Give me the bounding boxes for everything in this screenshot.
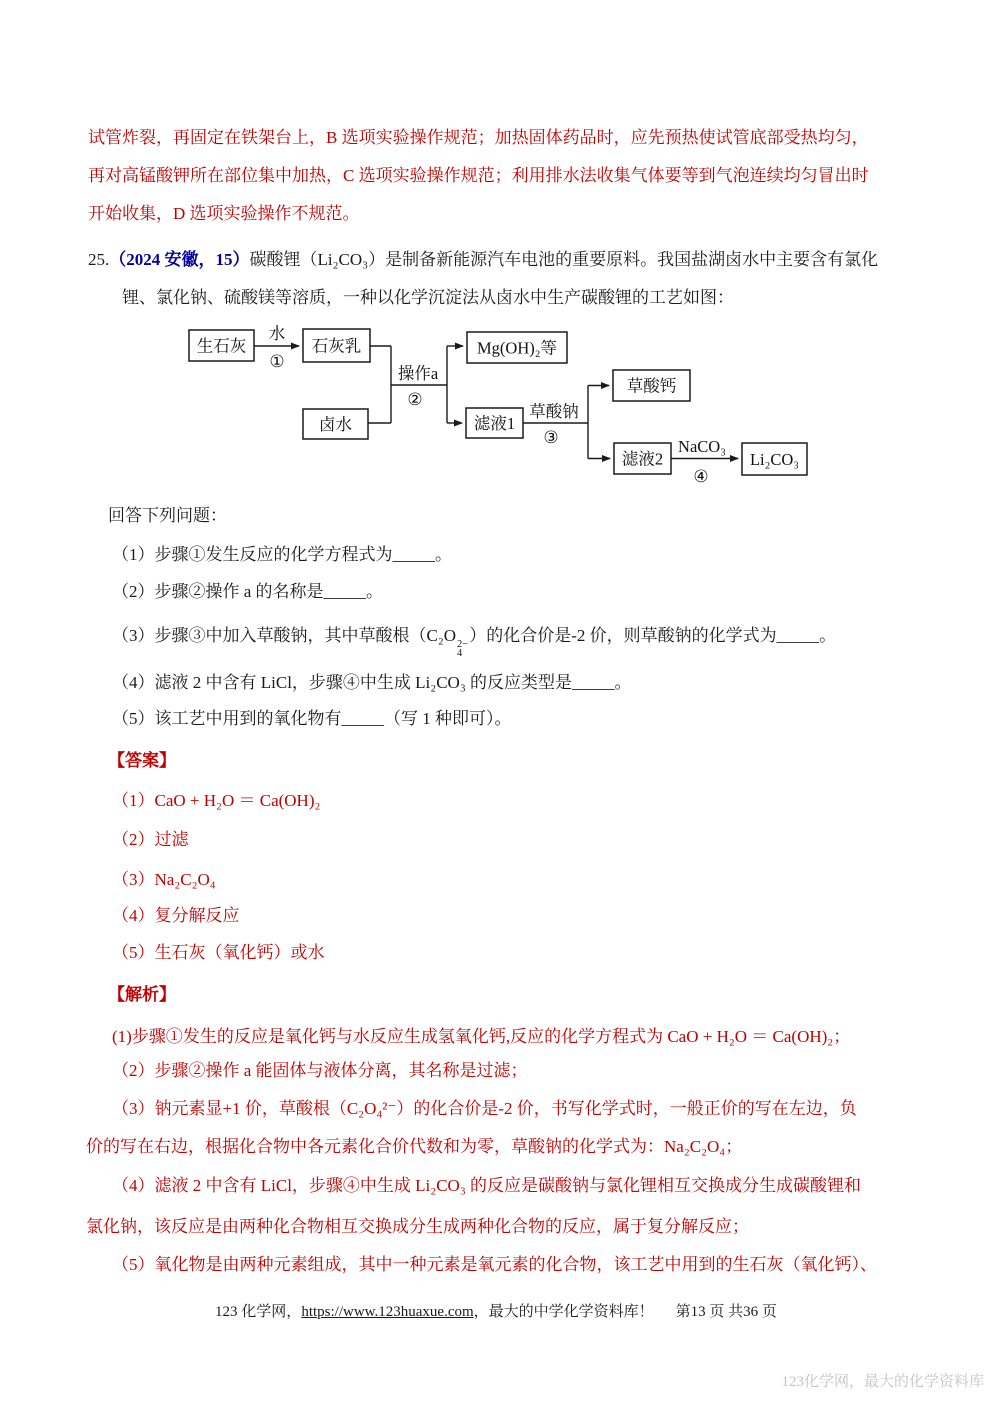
question-stem-text-1: 碳酸锂（Li₂CO₃）是制备新能源汽车电池的重要原料。我国盐湖卤水中主要含有氯化	[249, 250, 879, 269]
edge-label-water: 水	[268, 324, 286, 343]
edge-label-step4: ④	[693, 467, 709, 486]
analysis-line-3: （3）钠元素显+1 价，草酸根（C₂O₄²⁻）的化合价是-2 价，书写化学式时，一般正价的写在左边，负	[112, 1099, 857, 1118]
node-mgoh2-label: Mg(OH)₂等	[477, 338, 557, 358]
edge-split-bracket	[523, 386, 588, 459]
edge-label-step2: ②	[407, 390, 423, 409]
question-number: 25.	[88, 250, 110, 269]
analysis-line-2: （2）步骤②操作 a 能固体与液体分离，其名称是过滤；	[112, 1061, 528, 1080]
sub-question-5: （5）该工艺中用到的氧化物有_____（写 1 种即可）。	[112, 709, 512, 728]
answer-item-3: （3）Na₂C₂O₄	[112, 870, 216, 889]
edge-label-naco3: NaCO₃	[678, 437, 726, 456]
node-calcium-oxalate-label: 草酸钙	[626, 376, 677, 396]
node-filtrate1-label: 滤液1	[473, 414, 516, 433]
footer-page-number: 第13 页 共36 页	[675, 1304, 777, 1320]
sub-question-2: （2）步骤②操作 a 的名称是_____。	[112, 582, 384, 601]
node-filtrate2-label: 滤液2	[621, 449, 664, 469]
edge-merge-bracket	[368, 346, 447, 423]
answer-item-2: （2）过滤	[112, 830, 189, 849]
node-limemilk-label: 石灰乳	[311, 336, 362, 356]
footer-site-name: 123 化学网，	[215, 1304, 302, 1320]
analysis-line-7: （5）氧化物是由两种元素组成，其中一种元素是氧元素的化合物，该工艺中用到的生石灰（氧化钙）、	[112, 1255, 877, 1274]
edge-label-sodium-oxalate: 草酸钠	[529, 402, 579, 421]
analysis-line-1: (1)步骤①发生的反应是氧化钙与水反应生成氢氧化钙,反应的化学方程式为 CaO + H₂O ＝ Ca(OH)₂；	[112, 1027, 851, 1046]
sub-question-4: （4）滤液 2 中含有 LiCl，步骤④中生成 Li₂CO₃ 的反应类型是_____。	[112, 673, 632, 692]
node-quicklime-label: 生石灰	[196, 336, 247, 356]
analysis-line-5: （4）滤液 2 中含有 LiCl，步骤④中生成 Li₂CO₃ 的反应是碳酸钠与氯化锂相互交换成分生成碳酸锂和	[112, 1176, 861, 1195]
sub-question-3-prefix: （3）步骤③中加入草酸钠，其中草酸根（C₂O	[112, 626, 457, 645]
node-li2co3-label: Li₂CO₃	[749, 450, 800, 469]
edge-label-operation-a: 操作a	[397, 364, 439, 383]
question-prompt: 回答下列问题：	[108, 506, 227, 525]
question-source-tag: （2024 安徽，15）	[109, 250, 250, 269]
sub-question-3-suffix: ）的化合价是-2 价，则草酸钠的化学式为_____。	[469, 626, 837, 645]
node-brine-label: 卤水	[319, 415, 352, 434]
analysis-header: 【解析】	[108, 985, 176, 1004]
question-stem-line-1	[88, 249, 878, 271]
answer-header: 【答案】	[108, 751, 176, 770]
sub-question-3	[112, 625, 836, 658]
sub-question-1: （1）步骤①发生反应的化学方程式为_____。	[112, 545, 452, 564]
prev-answer-text-line-2: 再对高锰酸钾所在部位集中加热，C 选项实验操作规范；利用排水法收集气体要等到气泡连续均匀冒出时	[88, 166, 869, 185]
analysis-line-6: 氯化钠，该反应是由两种化合物相互交换成分生成两种化合物的反应，属于复分解反应；	[86, 1217, 749, 1236]
edge-label-step3: ③	[543, 428, 559, 447]
prev-answer-text-line-1: 试管炸裂，再固定在铁架台上，B 选项实验操作规范；加热固体药品时，应先预热使试管底部受热均匀，	[88, 128, 869, 147]
question-stem-line-2: 锂、氯化钠、硫酸镁等溶质，一种以化学沉淀法从卤水中生产碳酸锂的工艺如图：	[122, 288, 734, 307]
analysis-line-4: 价的写在右边，根据化合物中各元素化合价代数和为零，草酸钠的化学式为：Na₂C₂O₄；	[86, 1137, 743, 1156]
answer-item-5: （5）生石灰（氧化钙）或水	[112, 943, 325, 962]
oxalate-superscript: 2−	[457, 639, 469, 650]
footer-tagline: ，最大的中学化学资料库！	[473, 1304, 654, 1320]
page-footer	[0, 1300, 992, 1321]
footer-site-link[interactable]: https://www.123huaxue.com	[301, 1304, 474, 1320]
oxalate-charge-stack	[456, 640, 469, 658]
answer-item-4: （4）复分解反应	[112, 906, 240, 925]
answer-item-1: （1）CaO + H₂O ＝ Ca(OH)₂	[112, 791, 321, 810]
oxalate-subscript: 4	[457, 648, 463, 659]
prev-answer-text-line-3: 开始收集，D 选项实验操作不规范。	[88, 204, 360, 223]
process-flow-diagram	[185, 322, 815, 490]
watermark: 123化学网，最大的化学资料库	[781, 1374, 984, 1390]
edge-label-step1: ①	[269, 352, 285, 371]
